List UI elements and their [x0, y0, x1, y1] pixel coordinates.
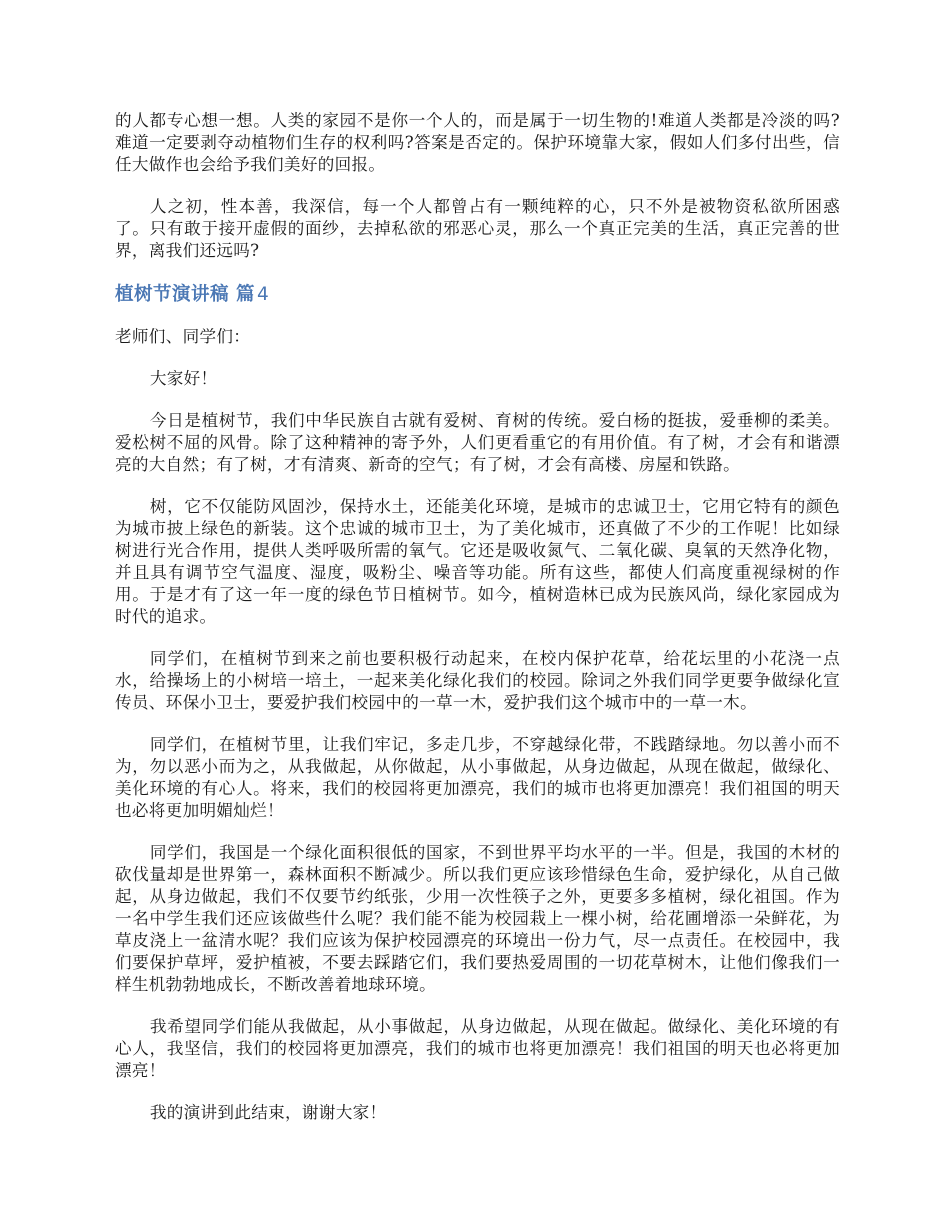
paragraph: 的人都专心想一想。人类的家园不是你一个人的，而是属于一切生物的!难道人类都是冷淡的吗?难道一定要剥夺动植物们生存的权利吗?答案是否定的。保护环境靠大家，假如人们多付出些，信任大做作也会给予我们美好的回报。: [115, 111, 840, 174]
paragraph: 今日是植树节，我们中华民族自古就有爱树、育树的传统。爱白杨的挺拔，爱垂柳的柔美。爱松树不屈的风骨。除了这种精神的寄予外，人们更看重它的有用价值。有了树，才会有和谐漂亮的大自然；有了树，才有清爽、新奇的空气；有了树，才会有高楼、房屋和铁路。: [115, 411, 840, 474]
paragraph: 我希望同学们能从我做起，从小事做起，从身边做起，从现在做起。做绿化、美化环境的有心人，我坚信，我们的校园将更加漂亮，我们的城市也将更加漂亮！我们祖国的明天也必将更加漂亮！: [115, 1017, 840, 1080]
paragraph: 树，它不仅能防风固沙，保持水土，还能美化环境，是城市的忠诚卫士，它用它特有的颜色为城市披上绿色的新装。这个忠诚的城市卫士，为了美化城市，还真做了不少的工作呢！比如绿树进行光合作用，提供人类呼吸所需的氧气。它还是吸收氮气、二氧化碳、臭氧的天然净化物，并且具有调节空气温度、湿度，吸粉尘、噪音等功能。所有这些，都使人们高度重视绿树的作用。于是才有了这一年一度的绿色节日植树节。如今，植树造林已成为民族风尚，绿化家园成为时代的追求。: [115, 497, 840, 626]
greeting: 大家好！: [149, 369, 218, 388]
salutation: 老师们、同学们：: [115, 327, 251, 346]
section-heading-number: 4: [256, 284, 270, 305]
section-heading-title: 植树节演讲稿 篇: [115, 284, 255, 305]
document-body: [115, 110, 840, 1144]
paragraph: 同学们，在植树节到来之前也要积极行动起来，在校内保护花草，给花坛里的小花浇一点水，给操场上的小树培一培土，一起来美化绿化我们的校园。除词之外我们同学更要争做绿化宣传员、环保小卫士，要爱护我们校园中的一草一木，爱护我们这个城市中的一草一木。: [115, 649, 840, 712]
paragraph: 人之初，性本善，我深信，每一个人都曾占有一颗纯粹的心，只不外是被物资私欲所困惑了。只有敢于接开虚假的面纱，去掉私欲的邪恶心灵，那么一个真正完美的生活，真正完善的世界，离我们还远吗?: [115, 197, 840, 260]
paragraph: 同学们，我国是一个绿化面积很低的国家，不到世界平均水平的一半。但是，我国的木材的砍伐量却是世界第一，森林面积不断减少。所以我们更应该珍惜绿色生命，爱护绿化，从自己做起，从身边做起，我们不仅要节约纸张，少用一次性筷子之外，更要多多植树，绿化祖国。作为一名中学生我们还应该做些什么呢？我们能不能为校园栽上一棵小树，给花圃增添一朵鲜花，为草皮浇上一盆清水呢？我们应该为保护校园漂亮的环境出一份力气，尽一点责任。在校园中，我们要保护草坪，爱护植被，不要去踩踏它们，我们要热爱周围的一切花草树木，让他们像我们一样生机勃勃地成长，不断改善着地球环境。: [115, 843, 840, 994]
closing-paragraph: 我的演讲到此结束，谢谢大家！: [149, 1103, 387, 1122]
paragraph: 同学们，在植树节里，让我们牢记，多走几步，不穿越绿化带，不践踏绿地。勿以善小而不为，勿以恶小而为之，从我做起，从你做起，从小事做起，从身边做起，从现在做起，做绿化、美化环境的有心人。将来，我们的校园将更加漂亮，我们的城市也将更加漂亮！我们祖国的明天也必将更加明媚灿烂！: [115, 735, 840, 820]
section-heading: [115, 282, 840, 308]
